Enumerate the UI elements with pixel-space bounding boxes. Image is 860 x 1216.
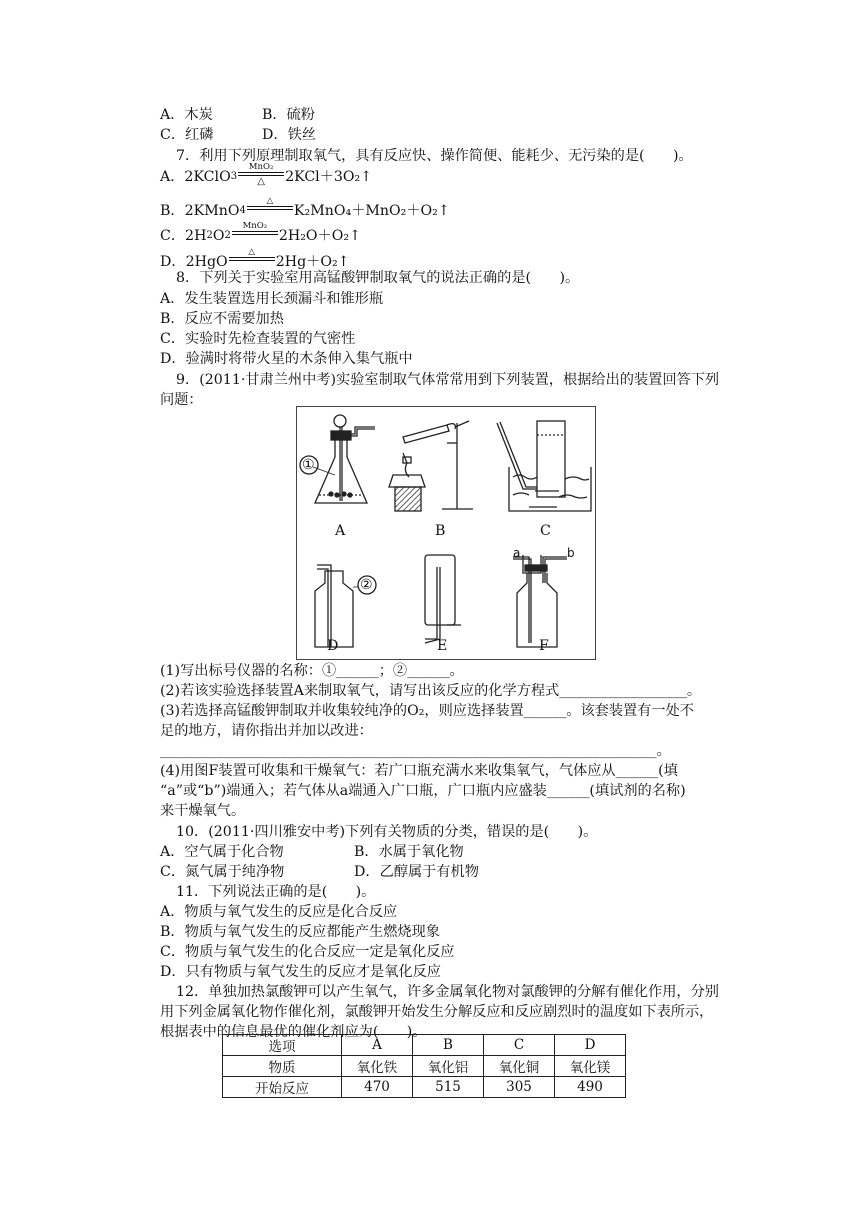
q8-option-c: C．实验时先检查装置的气密性 bbox=[160, 331, 356, 347]
table-cell: 氧化铜 bbox=[484, 1056, 555, 1077]
table-cell: 氧化镁 bbox=[555, 1056, 626, 1077]
apparatus-a-marker: ① bbox=[302, 457, 315, 473]
table-cell: 470 bbox=[342, 1077, 413, 1098]
q12-stem-line3: 根据表中的信息最优的催化剂应为( )。 bbox=[160, 1024, 427, 1040]
q7-c-sub2: 2 bbox=[224, 230, 231, 241]
table-row bbox=[223, 1035, 626, 1056]
q7-c-sub: 2 bbox=[206, 230, 213, 241]
table-cell: 515 bbox=[413, 1077, 484, 1098]
q7-option-b bbox=[160, 197, 450, 221]
q7-b-over: △ bbox=[266, 196, 274, 206]
q8-option-d: D．验满时将带火星的木条伸入集气瓶中 bbox=[160, 351, 413, 367]
q6-option-c: C．红磷 bbox=[160, 127, 214, 143]
q7-c-over: MnO₂ bbox=[242, 221, 268, 231]
q9-part4-line1: (4)用图F装置可收集和干燥氧气：若广口瓶充满水来收集氧气，气体应从______(填 bbox=[160, 763, 678, 779]
q9-part2: (2)若该实验选择装置A来制取氧气，请写出该反应的化学方程式__________________。 bbox=[160, 683, 702, 699]
q7-d-left: D．2HgO bbox=[160, 254, 228, 270]
apparatus-f-wash-bottle bbox=[513, 555, 567, 647]
apparatus-c-label: C bbox=[540, 523, 551, 539]
table-row bbox=[223, 1077, 626, 1098]
q6-option-a: A．木炭 bbox=[160, 107, 213, 123]
q10-option-d: D．乙醇属于有机物 bbox=[354, 864, 479, 880]
q9-part3-line2: 足的地方，请你指出并加以改进： bbox=[160, 723, 373, 739]
q7-c-right: 2H₂O＋O₂↑ bbox=[278, 228, 361, 244]
apparatus-e-inverted-jar bbox=[425, 555, 461, 643]
q10-option-c: C．氮气属于纯净物 bbox=[160, 864, 285, 880]
q7-b-right: K₂MnO₄＋MnO₂＋O₂↑ bbox=[293, 203, 450, 219]
reaction-equals-sign bbox=[232, 231, 278, 235]
q9-part4-line3: 来干燥氧气。 bbox=[160, 803, 246, 819]
q7-b-condition bbox=[247, 197, 293, 221]
q7-c-left: C．2H bbox=[160, 228, 207, 244]
apparatus-c-water-collection bbox=[497, 421, 591, 511]
q7-stem: 7．利用下列原理制取氧气，具有反应快、操作简便、能耗少、无污染的是( )。 bbox=[176, 148, 693, 164]
table-cell: 氧化铁 bbox=[342, 1056, 413, 1077]
q7-option-c bbox=[160, 222, 361, 246]
table-cell: A bbox=[342, 1035, 413, 1056]
q9-part3-answer-line: ______________________________________________________________________。 bbox=[160, 743, 671, 759]
q6-option-b: B．硫粉 bbox=[262, 107, 315, 123]
q11-option-b: B．物质与氧气发生的反应都能产生燃烧现象 bbox=[160, 924, 440, 940]
q8-option-b: B．反应不需要加热 bbox=[160, 311, 284, 327]
apparatus-figure bbox=[296, 406, 596, 660]
table-cell: 开始反应 bbox=[223, 1077, 342, 1098]
q9-part3-line1: (3)若选择高锰酸钾制取并收集较纯净的O₂，则应选择装置______。该套装置有一处不 bbox=[160, 703, 694, 719]
apparatus-d-label: D bbox=[327, 638, 339, 654]
q7-a-left: A．2KClO bbox=[160, 169, 231, 185]
apparatus-b-label: B bbox=[435, 523, 446, 539]
q7-c-left2: O bbox=[212, 228, 225, 244]
table-row bbox=[223, 1056, 626, 1077]
q9-stem-line1: 9．(2011·甘肃兰州中考)实验室制取气体常常用到下列装置，根据给出的装置回答下列 bbox=[176, 372, 720, 388]
q9-stem-line2: 问题： bbox=[160, 392, 203, 408]
q8-option-a: A．发生装置选用长颈漏斗和锥形瓶 bbox=[160, 291, 384, 307]
q7-d-right: 2Hg＋O₂↑ bbox=[275, 254, 350, 270]
q12-stem-line2: 用下列金属氧化物作催化剂，氯酸钾开始发生分解反应和反应剧烈时的温度如下表所示， bbox=[160, 1004, 714, 1020]
apparatus-f-port-a: a bbox=[513, 546, 521, 560]
table-cell: C bbox=[484, 1035, 555, 1056]
table-cell: 选项 bbox=[223, 1035, 342, 1056]
apparatus-f-label: F bbox=[539, 638, 549, 654]
q8-stem: 8．下列关于实验室用高锰酸钾制取氧气的说法正确的是( )。 bbox=[176, 270, 580, 286]
q10-option-b: B．水属于氧化物 bbox=[354, 844, 464, 860]
apparatus-d-marker: ② bbox=[360, 577, 373, 593]
catalyst-table bbox=[222, 1034, 626, 1098]
apparatus-a-flask bbox=[313, 415, 375, 503]
q7-a-condition bbox=[238, 163, 284, 187]
table-cell: B bbox=[413, 1035, 484, 1056]
q6-option-d: D．铁丝 bbox=[262, 127, 316, 143]
reaction-equals-sign bbox=[229, 257, 275, 261]
q7-a-over: MnO₂ bbox=[248, 162, 274, 172]
q11-option-d: D．只有物质与氧气发生的反应才是氧化反应 bbox=[160, 964, 441, 980]
q7-a-under: △ bbox=[257, 176, 265, 187]
table-cell: 490 bbox=[555, 1077, 626, 1098]
q11-stem: 11．下列说法正确的是( )。 bbox=[176, 884, 376, 900]
apparatus-f-port-b: b bbox=[567, 546, 575, 560]
q9-part4-line2: “a”或“b”)端通入；若气体从a端通入广口瓶，广口瓶内应盛装______(填试剂的名称) bbox=[160, 783, 686, 799]
q12-stem-line1: 12．单独加热氯酸钾可以产生氧气，许多金属氧化物对氯酸钾的分解有催化作用，分别 bbox=[176, 984, 719, 1000]
q7-b-sub: 4 bbox=[239, 205, 246, 216]
table-cell: 物质 bbox=[223, 1056, 342, 1077]
apparatus-e-label: E bbox=[437, 638, 448, 654]
apparatus-b-heating-setup bbox=[389, 421, 473, 511]
q10-stem: 10．(2011·四川雅安中考)下列有关物质的分类，错误的是( )。 bbox=[176, 824, 598, 840]
table-cell: 氧化铝 bbox=[413, 1056, 484, 1077]
q7-c-condition bbox=[232, 222, 278, 246]
q9-part1: (1)写出标号仪器的名称：①______；②______。 bbox=[160, 663, 464, 679]
q7-a-sub: 3 bbox=[230, 171, 238, 182]
q10-option-a: A．空气属于化合物 bbox=[160, 844, 284, 860]
q7-d-over: △ bbox=[248, 247, 255, 257]
apparatus-a-label: A bbox=[335, 523, 346, 539]
q7-a-right: 2KCl＋3O₂↑ bbox=[285, 169, 373, 185]
q7-option-a bbox=[160, 163, 372, 187]
q11-option-a: A．物质与氧气发生的反应是化合反应 bbox=[160, 904, 398, 920]
q11-option-c: C．物质与氧气发生的化合反应一定是氧化反应 bbox=[160, 944, 455, 960]
table-cell: D bbox=[555, 1035, 626, 1056]
table-cell: 305 bbox=[484, 1077, 555, 1098]
q7-b-left: B．2KMnO bbox=[160, 203, 240, 219]
apparatus-d-gas-jar bbox=[315, 565, 353, 647]
reaction-equals-sign bbox=[247, 206, 293, 210]
